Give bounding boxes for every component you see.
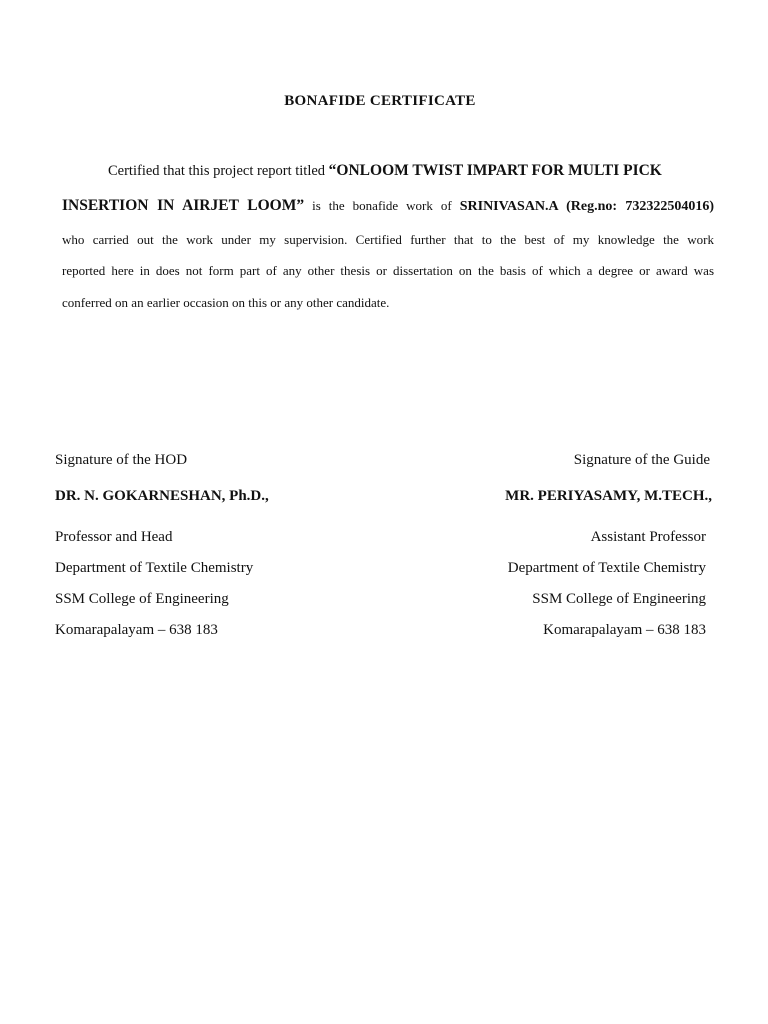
guide-signature-block	[505, 450, 712, 651]
guide-name: MR. PERIYASAMY, M.TECH.,	[505, 488, 712, 504]
intro-text: Certified that this project report titled	[108, 163, 329, 179]
project-title-part-2: INSERTION IN AIRJET LOOM”	[62, 197, 305, 214]
guide-address: Komarapalayam – 638 183	[543, 622, 706, 638]
hod-department: Department of Textile Chemistry	[55, 560, 254, 576]
paragraph-line-5: conferred on an earlier occasion on this or any other candidate.	[62, 295, 390, 310]
paragraph-line-3: who carried out the work under my supervision. Certified further that to the best of my knowledge the work	[62, 232, 714, 247]
certificate-title: BONAFIDE CERTIFICATE	[284, 93, 476, 109]
guide-department: Department of Textile Chemistry	[507, 560, 706, 576]
guide-designation: Assistant Professor	[590, 529, 706, 545]
paragraph-line-2	[62, 197, 714, 215]
hod-signature-label: Signature of the HOD	[55, 452, 188, 468]
guide-signature-label: Signature of the Guide	[573, 452, 710, 468]
hod-signature-block	[55, 450, 269, 651]
paragraph-line-4: reported here in does not form part of any other thesis or dissertation on the basis of which a degree or award was	[62, 263, 714, 278]
hod-name: DR. N. GOKARNESHAN, Ph.D.,	[55, 488, 269, 504]
hod-designation: Professor and Head	[55, 529, 173, 545]
paragraph-line-1	[62, 162, 714, 180]
hod-address: Komarapalayam – 638 183	[55, 622, 218, 638]
guide-college: SSM College of Engineering	[532, 591, 706, 607]
hod-college: SSM College of Engineering	[55, 591, 229, 607]
project-title-part-1: “ONLOOM TWIST IMPART FOR MULTI PICK	[328, 162, 662, 179]
student-name: SRINIVASAN.A (Reg.no: 732322504016)	[459, 199, 714, 214]
bonafide-text: is the bonafide work of	[304, 198, 460, 213]
